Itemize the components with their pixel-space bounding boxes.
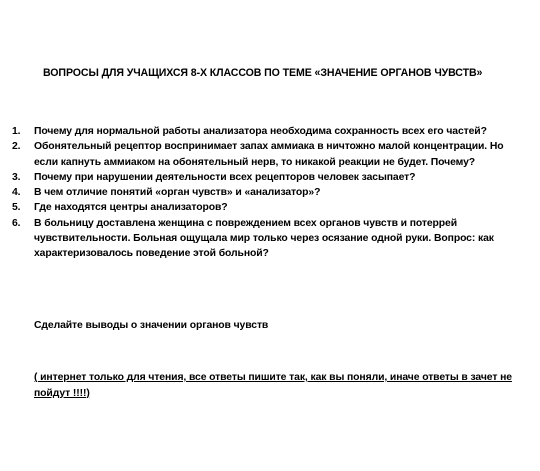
question-number: 2.: [12, 141, 21, 153]
question-text: В чем отличие понятий «орган чувств» и «анализатор»?: [34, 187, 321, 199]
question-item: [8, 216, 528, 262]
conclusion-text: Сделайте выводы о значении органов чувств: [34, 320, 269, 331]
question-text: Почему для нормальной работы анализатора необходима сохранность всех его частей?: [34, 126, 487, 137]
question-item: [8, 139, 528, 170]
question-item: [8, 185, 528, 200]
question-item: [8, 200, 528, 215]
question-text: Обонятельный рецептор воспринимает запах аммиака в ничтожно малой концентрации. Но если капнуть аммиаком на обонятельный нерв, то никакой реакции не будет. Почему?: [34, 141, 504, 168]
question-number: 4.: [12, 187, 21, 199]
question-text: В больницу доставлена женщина с повреждением всех органов чувств и потеррей чувствительности. Больная ощущала мир только через осязание одной руки. Вопрос: как характеризовалось поведение этой больной?: [34, 217, 494, 260]
document-title: ВОПРОСЫ ДЛЯ УЧАЩИХСЯ 8-Х КЛАССОВ ПО ТЕМЕ «ЗНАЧЕНИЕ ОРГАНОВ ЧУВСТВ»: [43, 67, 483, 79]
instruction-note: ( интернет только для чтения, все ответы пишите так, как вы поняли, иначе ответы в зачет не пойдут !!!!): [34, 372, 512, 399]
question-number: 3.: [12, 171, 21, 183]
question-item: [8, 124, 528, 139]
question-text: Где находятся центры анализаторов?: [34, 202, 228, 214]
question-list: [8, 124, 528, 262]
question-number: 5.: [12, 202, 21, 214]
question-number: 1.: [12, 126, 21, 137]
question-number: 6.: [12, 217, 21, 229]
question-item: [8, 170, 528, 185]
question-text: Почему при нарушении деятельности всех рецепторов человек засыпает?: [34, 171, 416, 183]
